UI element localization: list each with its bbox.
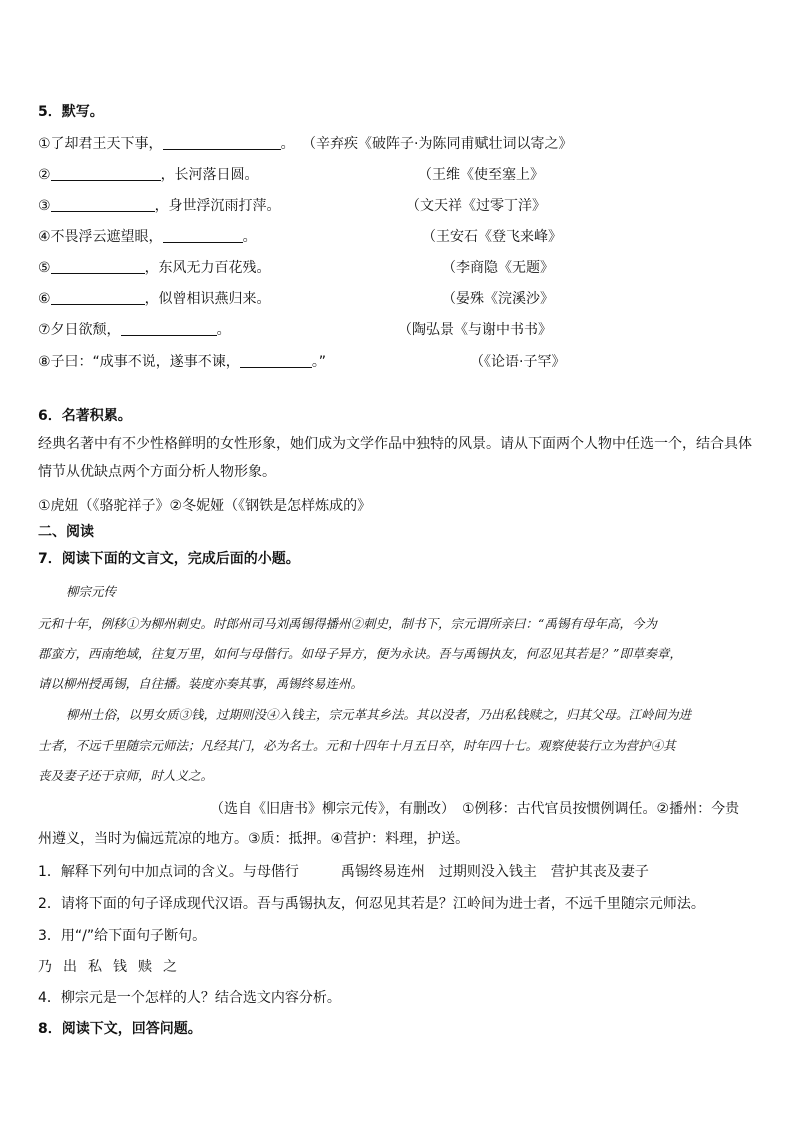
q5-item-7-post: 。 [216,322,231,338]
section-reading-heading: 二、阅读 [38,524,94,540]
q6-title: 6．名著积累。 [38,408,132,424]
q5-blank-4[interactable] [163,228,243,243]
q5-source-1: （辛弃疾《破阵子·为陈同甫赋壮词以寄之》 [302,136,573,152]
q5-item-3 [38,196,281,216]
q5-blank-2[interactable] [51,166,161,181]
q5-item-2 [38,165,259,185]
q5-item-5-post: ，东风无力百花残。 [144,260,271,276]
q5-source-3: （文天祥《过零丁洋》 [406,198,546,214]
q5-item-3-post: ，身世浮沉雨打萍。 [154,198,281,214]
q5-source-5: （李商隐《无题》 [442,260,554,276]
q5-item-5-pre: ⑤ [38,260,51,276]
q5-item-1 [38,134,295,154]
q5-source-4: （王安石《登飞来峰》 [422,229,562,245]
q5-item-8-post: 。” [311,354,327,370]
passage-p1-line-3: 请以柳州授禹锡，自往播。装度亦奏其事，禹锡终易连州。 [38,676,364,691]
passage-p2-line-3: 丧及妻子还于京师，时人义之。 [38,768,214,783]
q5-source-8: （《论语·子罕》 [470,354,566,370]
q5-item-7-pre: ⑦夕日欲颓， [38,322,121,338]
q5-blank-5[interactable] [51,259,145,274]
q5-item-8-pre: ⑧子曰：“成事不说，遂事不谏， [38,354,240,370]
passage-title: 柳宗元传 [66,584,117,599]
q5-item-4-post: 。 [242,229,257,245]
passage-note-line-1: （选自《旧唐书》柳宗元传》，有删改） ①例移：古代官员按惯例调任。②播州：今贵 [210,801,740,817]
q5-item-1-post: 。 [280,136,295,152]
q5-item-5 [38,258,271,278]
q5-item-3-pre: ③ [38,198,51,214]
q5-item-1-pre: ①了却君王天下事， [38,136,163,152]
q8-title: 8．阅读下文，回答问题。 [38,1021,202,1037]
q7-sub-1: 1．解释下列句中加点词的含义。与母偕行 禹锡终易连州 过期则没入钱主 营护其丧及妻子 [38,864,649,880]
q5-item-4-pre: ④不畏浮云遮望眼， [38,229,163,245]
passage-p1-line-2: 郡蛮方，西南绝域，往复万里，如何与母偕行。如母子异方，便为永诀。吾与禹锡执友，何忍见其若是？”即草奏章， [38,646,682,661]
q6-options: ①虎妞（《骆驼祥子》②冬妮娅（《钢铁是怎样炼成的》 [38,498,372,514]
q7-title: 7．阅读下面的文言文，完成后面的小题。 [38,551,300,567]
q5-item-7 [38,320,231,340]
q5-title: 5．默写。 [38,104,104,120]
q5-item-8 [38,352,326,372]
passage-p1-line-1: 元和十年，例移①为柳州刺史。时郎州司马刘禹锡得播州②刺史，制书下，宗元谓所亲曰：“禹锡有母年高，今为 [38,616,657,631]
q5-blank-3[interactable] [51,197,155,212]
q5-source-2: （王维《使至塞上》 [418,167,544,183]
q6-body-line-1: 经典名著中有不少性格鲜明的女性形象，她们成为文学作品中独特的风景。请从下面两个人物中任选一个，结合具体 [38,436,752,452]
q7-sub-3-sentence: 乃出私钱赎之 [38,959,188,975]
q5-source-7: （陶弘景《与谢中书书》 [398,322,552,338]
q7-sub-4: 4．柳宗元是一个怎样的人？结合选文内容分析。 [38,990,341,1006]
q7-sub-3: 3．用“/”给下面句子断句。 [38,928,207,944]
q5-blank-1[interactable] [163,135,281,150]
q7-sub-2: 2．请将下面的句子译成现代汉语。吾与禹锡执友，何忍见其若是？江岭间为进士者，不远千里随宗元师法。 [38,896,705,912]
q5-blank-7[interactable] [121,321,217,336]
q5-item-4 [38,227,257,247]
q5-blank-8[interactable] [240,353,312,368]
q5-blank-6[interactable] [51,290,145,305]
passage-note-line-2: 州遵义，当时为偏远荒凉的地方。③质：抵押。④营护：料理，护送。 [38,831,470,847]
q5-item-2-post: ，长河落日圆。 [160,167,259,183]
q5-source-6: （晏殊《浣溪沙》 [442,291,554,307]
q5-item-6-pre: ⑥ [38,291,51,307]
q5-item-2-pre: ② [38,167,51,183]
passage-p2-line-2: 士者，不远千里随宗元师法；凡经其门，必为名士。元和十四年十月五日卒，时年四十七。观察使装行立为营护④其 [38,738,676,753]
q6-body-line-2: 情节从优缺点两个方面分析人物形象。 [38,464,276,480]
q5-item-6-post: ，似曾相识燕归来。 [144,291,271,307]
passage-p2-line-1: 柳州土俗，以男女质③钱，过期则没④入钱主，宗元革其乡法。其以没者，乃出私钱赎之，归其父母。江岭间为进 [66,707,692,722]
q5-item-6 [38,289,271,309]
